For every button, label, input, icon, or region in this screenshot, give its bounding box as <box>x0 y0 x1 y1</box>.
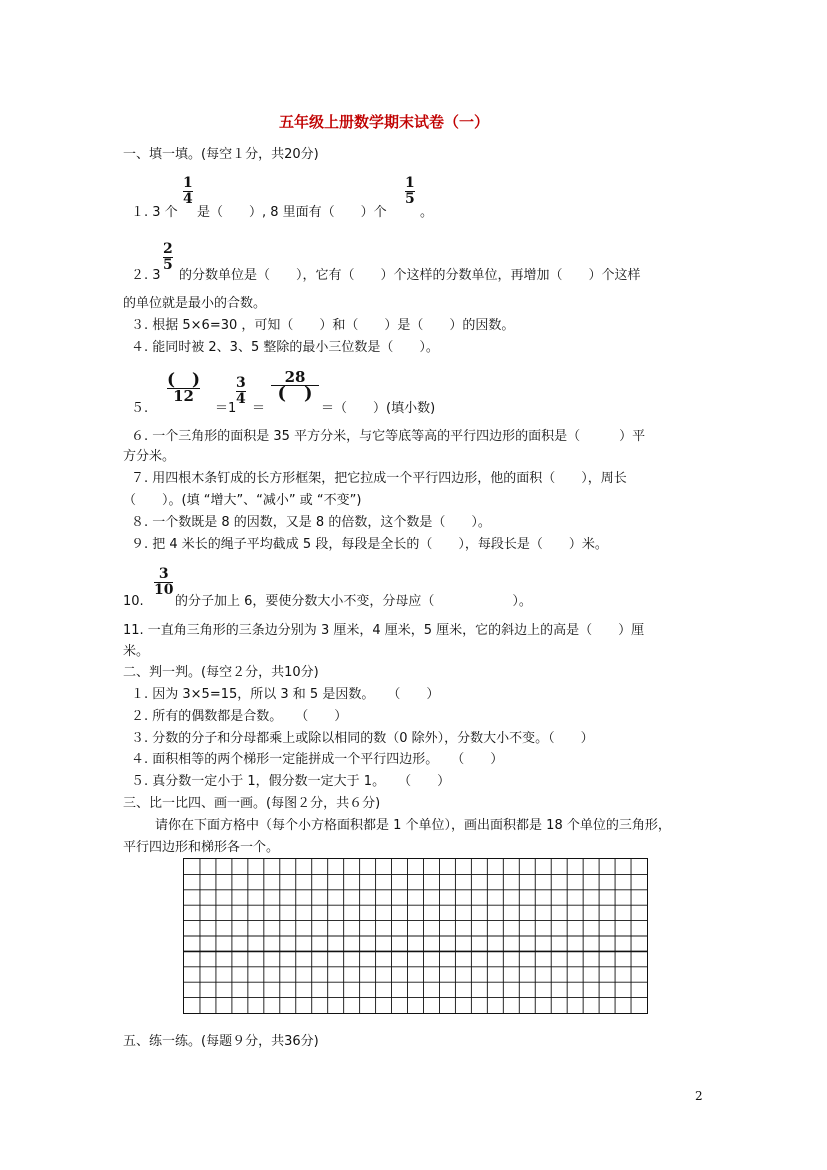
question-7-line-1: ７. 用四根木条钉成的长方形框架，把它拉成一个平行四边形，他的面积（ ），周长 <box>131 471 627 486</box>
section-1-heading: 一、填一填。(每空１分，共20分) <box>123 147 319 162</box>
section-2-heading: 二、判一判。(每空２分，共10分) <box>123 665 319 680</box>
fraction-three-quarters: 3 4 <box>236 375 246 407</box>
question-11-line-1: 11. 一直角三角形的三条边分别为 3 厘米，4 厘米，5 厘米，它的斜边上的高是（ ）厘 <box>123 623 645 638</box>
question-2-line-2: 的单位就是最小的合数。 <box>123 296 267 311</box>
question-7-line-2: （ ）。(填 “增大”、“减小” 或 “不变”) <box>123 493 362 508</box>
fraction-one-quarter: 1 4 <box>183 175 193 207</box>
judge-item-3: ３. 分数的分子和分母都乘上或除以相同的数（0 除外），分数大小不变。（ ） <box>131 731 594 746</box>
question-5-tail: ＝（ ）(填小数) <box>321 401 436 416</box>
equals-one: ＝1 <box>215 401 237 416</box>
judge-item-4: ４. 面积相等的两个梯形一定能拼成一个平行四边形。 （ ） <box>131 752 504 767</box>
judge-item-1: １. 因为 3×5=15，所以 3 和 5 是因数。 （ ） <box>131 687 440 702</box>
equals-sign: ＝ <box>252 401 266 416</box>
fraction-twentyeight-over-blank: 28 ( ) <box>271 370 319 401</box>
section-3-instruction-line-2: 平行四边形和梯形各一个。 <box>123 840 280 855</box>
question-1-part-b: 是（ ）, 8 里面有（ ）个 <box>197 205 387 220</box>
question-10-text: 的分子加上 6，要使分数大小不变，分母应（ ）。 <box>175 594 532 609</box>
fraction-one-fifth: 1 5 <box>405 175 415 207</box>
question-8: ８. 一个数既是 8 的因数，又是 8 的倍数，这个数是（ ）。 <box>131 515 491 530</box>
question-4: ４. 能同时被 2、3、5 整除的最小三位数是（ ）。 <box>131 340 439 355</box>
section-3-heading: 三、比一比四、画一画。(每图２分，共６分) <box>123 796 381 811</box>
question-5-number: ５. <box>131 401 149 416</box>
section-3-instruction-line-1: 请你在下面方格中（每个小方格面积都是 1 个单位），画出面积都是 18 个单位的三角形， <box>155 818 671 833</box>
question-10-number: 10. <box>123 594 144 609</box>
fraction-blank-over-twelve: ( ) 12 <box>167 370 201 405</box>
question-2-part-b: 的分数单位是（ ），它有（ ）个这样的分数单位，再增加（ ）个这样 <box>179 268 641 283</box>
question-3: ３. 根据 5×6=30 ，可知（ ）和（ ）是（ ）的因数。 <box>131 318 515 333</box>
question-9: ９. 把 4 米长的绳子平均截成 5 段，每段是全长的（ ），每段长是（ ）米。 <box>131 537 608 552</box>
question-1-part-a: １. 3 个 <box>131 205 178 220</box>
fraction-two-fifths: 2 5 <box>163 241 173 273</box>
judge-item-5: ５. 真分数一定小于 1，假分数一定大于 1。 （ ） <box>131 774 451 789</box>
grid-lines <box>184 859 647 1013</box>
page-title: 五年级上册数学期末试卷（一） <box>279 113 490 131</box>
page-number: 2 <box>695 1089 703 1103</box>
question-11-line-2: 米。 <box>123 644 150 659</box>
section-5-heading: 五、练一练。(每题９分，共36分) <box>123 1034 319 1049</box>
question-6-line-1: ６. 一个三角形的面积是 35 平方分米，与它等底等高的平行四边形的面积是（ ）平 <box>131 429 646 444</box>
fraction-three-tenths: 3 10 <box>154 566 174 598</box>
drawing-grid[interactable] <box>183 858 648 1014</box>
question-1-part-c: 。 <box>420 205 434 220</box>
question-6-line-2: 方分米。 <box>123 449 176 464</box>
question-2-part-a: ２. 3 <box>131 268 161 283</box>
judge-item-2: ２. 所有的偶数都是合数。 （ ） <box>131 709 348 724</box>
